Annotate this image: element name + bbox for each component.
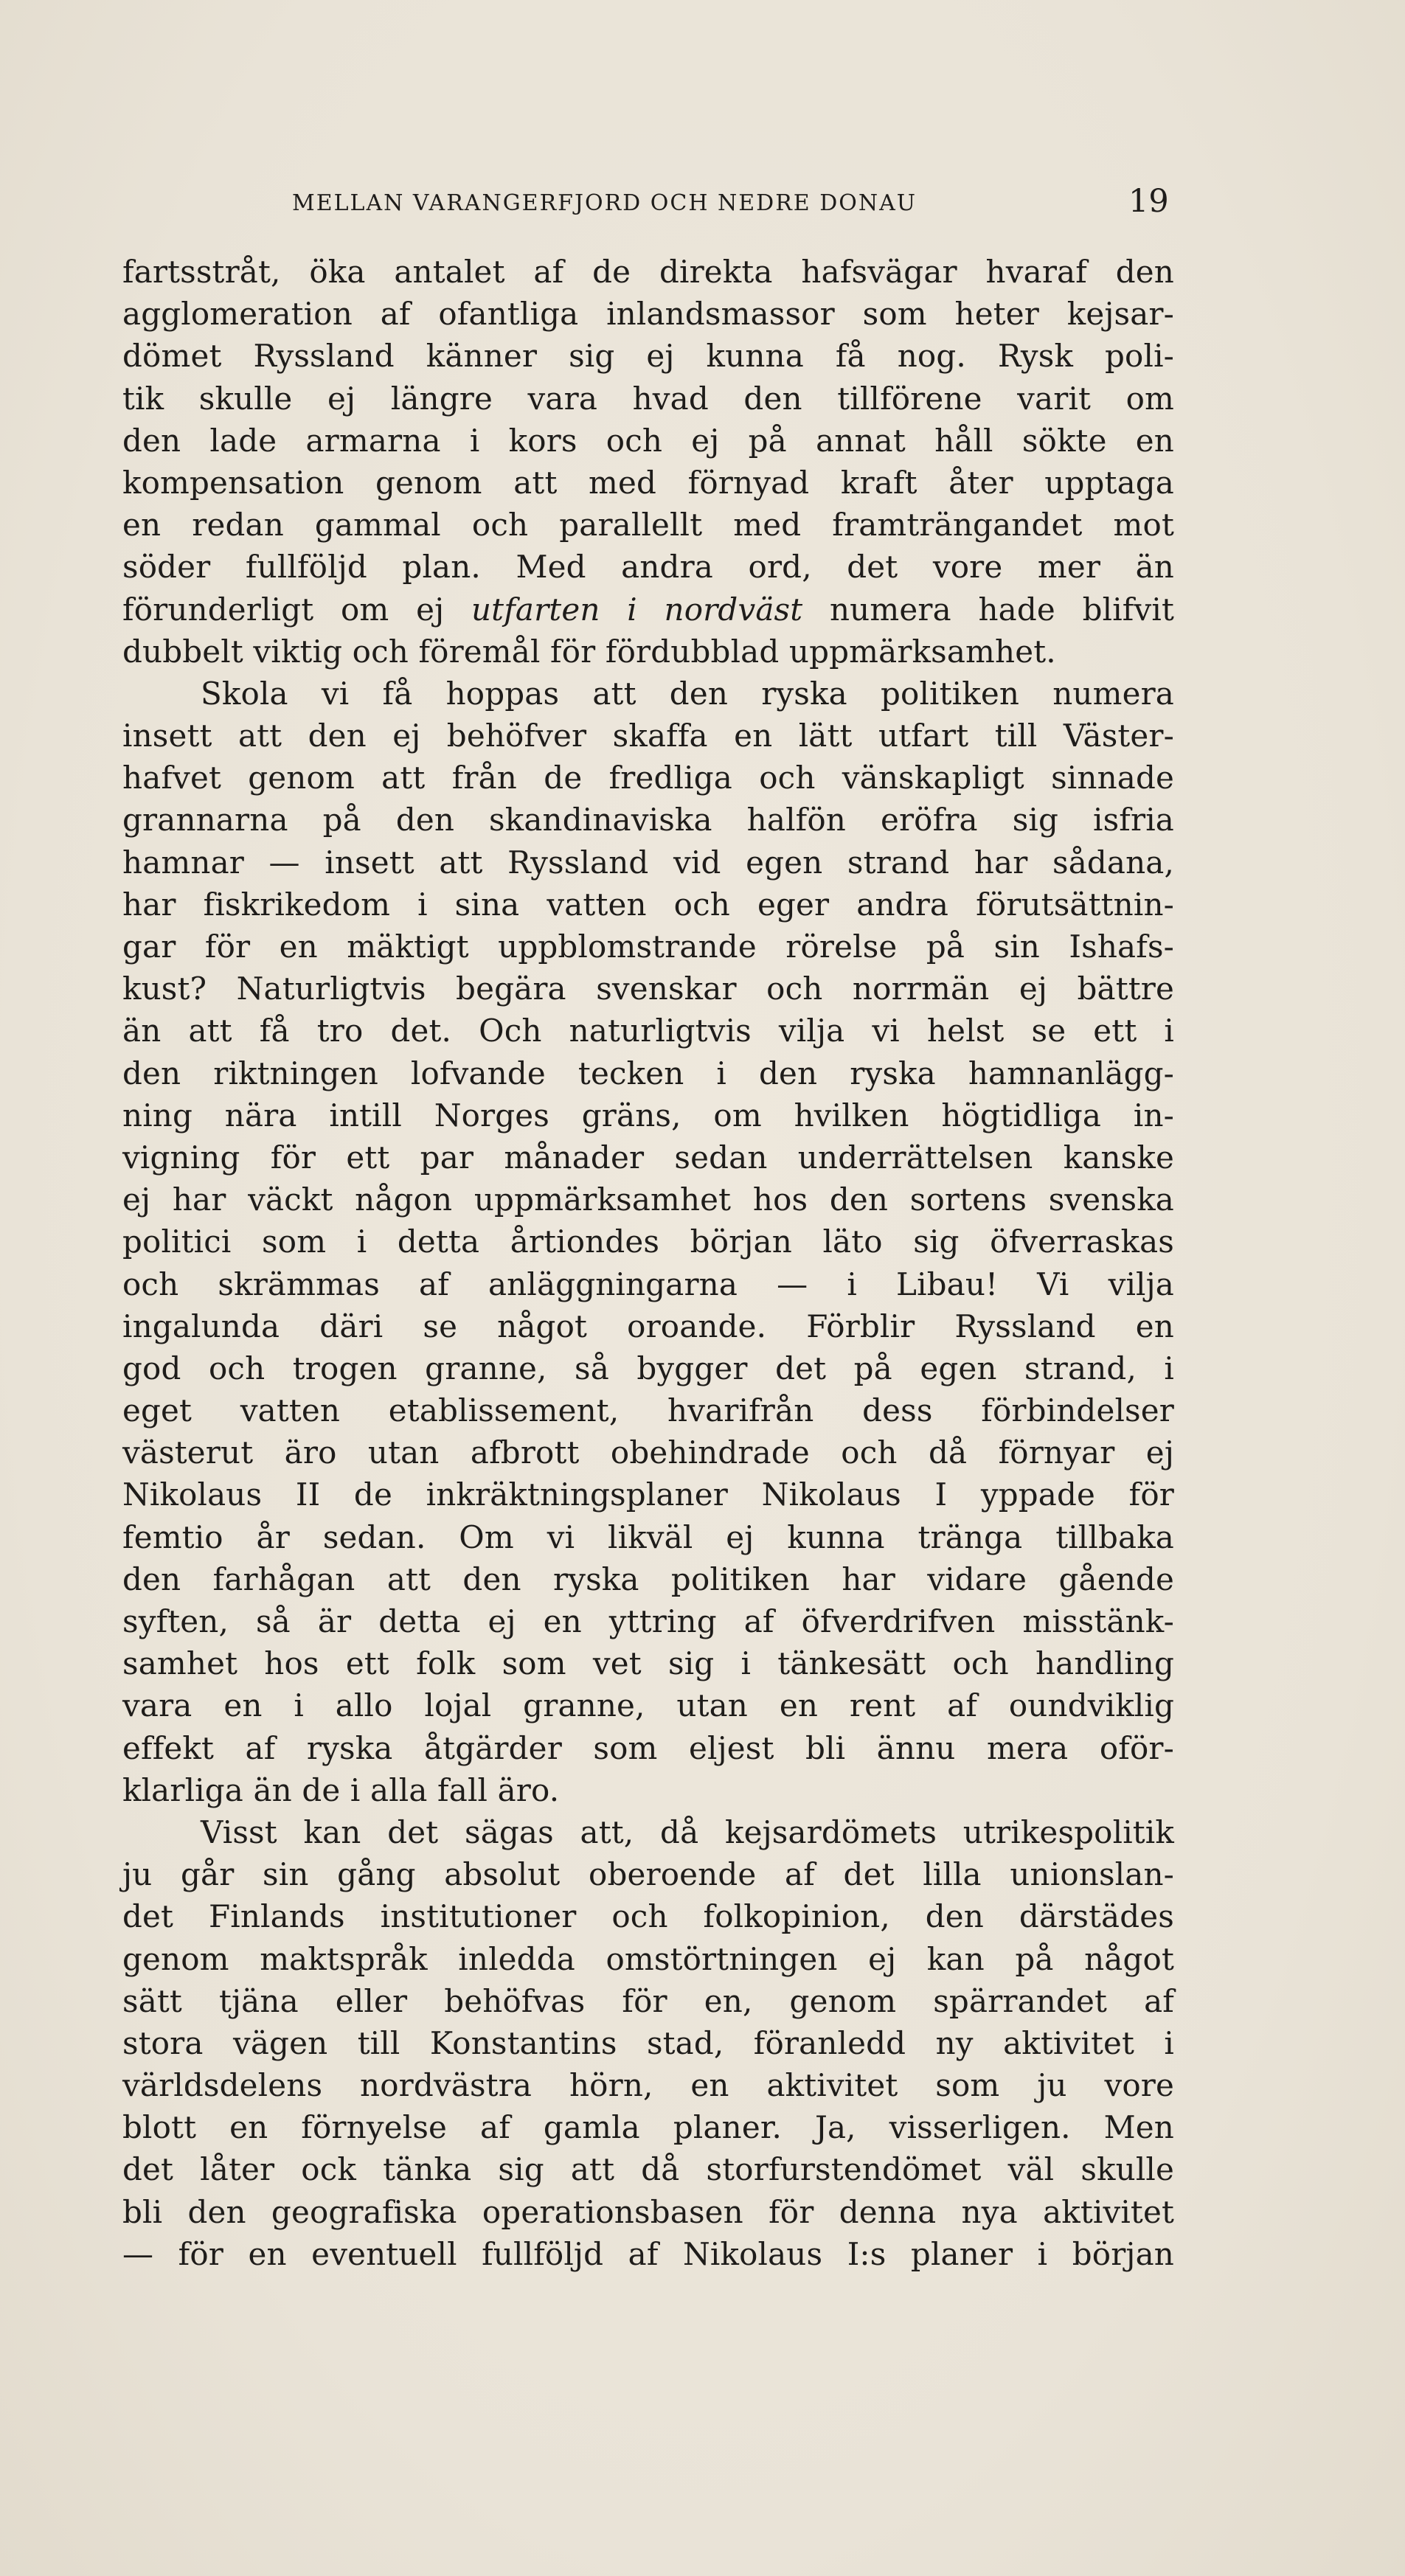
text-line: kompensation genom att med förnyad kraft åter upptaga (122, 464, 1174, 501)
text-line: bli den geografiska operationsbasen för denna nya aktivitet (122, 2193, 1174, 2230)
text-line: det låter ock tänka sig att då storfurstendömet väl skulle (122, 2151, 1174, 2188)
text-line: femtio år sedan. Om vi likväl ej kunna tränga tillbaka (122, 1518, 1174, 1555)
text-line: Nikolaus II de inkräktningsplaner Nikolaus I yppade för (122, 1476, 1174, 1513)
text-line: genom maktspråk inledda omstörtningen ej kan på något (122, 1940, 1174, 1977)
text-line: politici som i detta årtiondes början läto sig öfverraskas (122, 1223, 1174, 1260)
text-line: gar för en mäktigt uppblomstrande rörelse på sin Ishafs- (122, 928, 1174, 965)
text-line: den riktningen lofvande tecken i den ryska hamnanlägg- (122, 1055, 1174, 1091)
text-line: Visst kan det sägas att, då kejsardömets utrikespolitik (201, 1813, 1174, 1850)
text-line: vigning för ett par månader sedan underrättelsen kanske (122, 1139, 1174, 1176)
text-line: en redan gammal och parallellt med framträngandet mot (122, 507, 1174, 544)
text-line: den farhågan att den ryska politiken har vidare gående (122, 1560, 1174, 1597)
text-line-with-italic (122, 589, 1174, 631)
text-line: eget vatten etablissement, hvarifrån dess förbindelser (122, 1392, 1174, 1429)
text-line: än att få tro det. Och naturligtvis vilja vi helst se ett i (122, 1013, 1174, 1049)
running-head: MELLAN VARANGERFJORD OCH NEDRE DONAU (292, 190, 917, 216)
paragraph (122, 1811, 1174, 2275)
text-line: klarliga än de i alla fall äro. (122, 1771, 560, 1808)
italic-phrase: utfarten i nordväst (471, 591, 803, 628)
text-line: syften, så är detta ej en yttring af öfverdrifven misstänk- (122, 1603, 1174, 1639)
text-line: Skola vi få hoppas att den ryska politiken numera (201, 675, 1174, 712)
text-line: ingalunda däri se något oroande. Förblir Ryssland en (122, 1308, 1174, 1344)
text-line: har fiskrikedom i sina vatten och eger andra förutsättnin- (122, 886, 1174, 923)
text-run: förunderligt om ej (122, 591, 471, 628)
page-number: 19 (1128, 183, 1169, 220)
paragraph (122, 251, 1174, 673)
body-text (122, 251, 1174, 2275)
text-line: sätt tjäna eller behöfvas för en, genom spärrandet af (122, 1982, 1174, 2019)
text-line: ej har väckt någon uppmärksamhet hos den sortens svenska (122, 1181, 1174, 1218)
text-line: hamnar — insett att Ryssland vid egen strand har sådana, (122, 844, 1174, 881)
text-line: — för en eventuell fullföljd af Nikolaus I:s planer i början (122, 2235, 1174, 2272)
text-line: grannarna på den skandinaviska halfön eröfra sig isfria (122, 802, 1174, 839)
text-line: blott en förnyelse af gamla planer. Ja, visserligen. Men (122, 2109, 1174, 2146)
text-line: agglomeration af ofantliga inlandsmassor som heter kejsar- (122, 296, 1174, 333)
text-line: ju går sin gång absolut oberoende af det lilla unionslan- (122, 1856, 1174, 1893)
text-line: effekt af ryska åtgärder som eljest bli ännu mera oför- (122, 1729, 1174, 1766)
paragraph (122, 673, 1174, 1811)
text-line: samhet hos ett folk som vet sig i tänkesätt och handling (122, 1645, 1174, 1682)
text-line: stora vägen till Konstantins stad, föranledd ny aktivitet i (122, 2024, 1174, 2061)
text-line: ning nära intill Norges gräns, om hvilken högtidliga in- (122, 1097, 1174, 1133)
text-line: västerut äro utan afbrott obehindrade och då förnyar ej (122, 1434, 1174, 1471)
text-line: världsdelens nordvästra hörn, en aktivitet som ju vore (122, 2067, 1174, 2104)
text-line: dömet Ryssland känner sig ej kunna få nog. Rysk poli- (122, 338, 1174, 375)
text-line: kust? Naturligtvis begära svenskar och norrmän ej bättre (122, 971, 1174, 1007)
text-line: dubbelt viktig och föremål för fördubblad uppmärksamhet. (122, 633, 1056, 670)
text-line: vara en i allo lojal granne, utan en rent af oundviklig (122, 1687, 1174, 1724)
text-line: insett att den ej behöfver skaffa en lätt utfart till Väster- (122, 718, 1174, 754)
text-line: söder fullföljd plan. Med andra ord, det vore mer än (122, 549, 1174, 586)
text-line: god och trogen granne, så bygger det på egen strand, i (122, 1350, 1174, 1386)
text-line: tik skulle ej längre vara hvad den tillförene varit om (122, 380, 1174, 417)
text-line: hafvet genom att från de fredliga och vänskapligt sinnade (122, 760, 1174, 796)
text-run: numera hade blifvit (802, 591, 1174, 628)
text-line: det Finlands institutioner och folkopinion, den därstädes (122, 1898, 1174, 1935)
text-line: och skrämmas af anläggningarna — i Libau! Vi vilja (122, 1266, 1174, 1302)
text-line: fartsstråt, öka antalet af de direkta hafsvägar hvaraf den (122, 254, 1174, 290)
text-line: den lade armarna i kors och ej på annat håll sökte en (122, 422, 1174, 459)
